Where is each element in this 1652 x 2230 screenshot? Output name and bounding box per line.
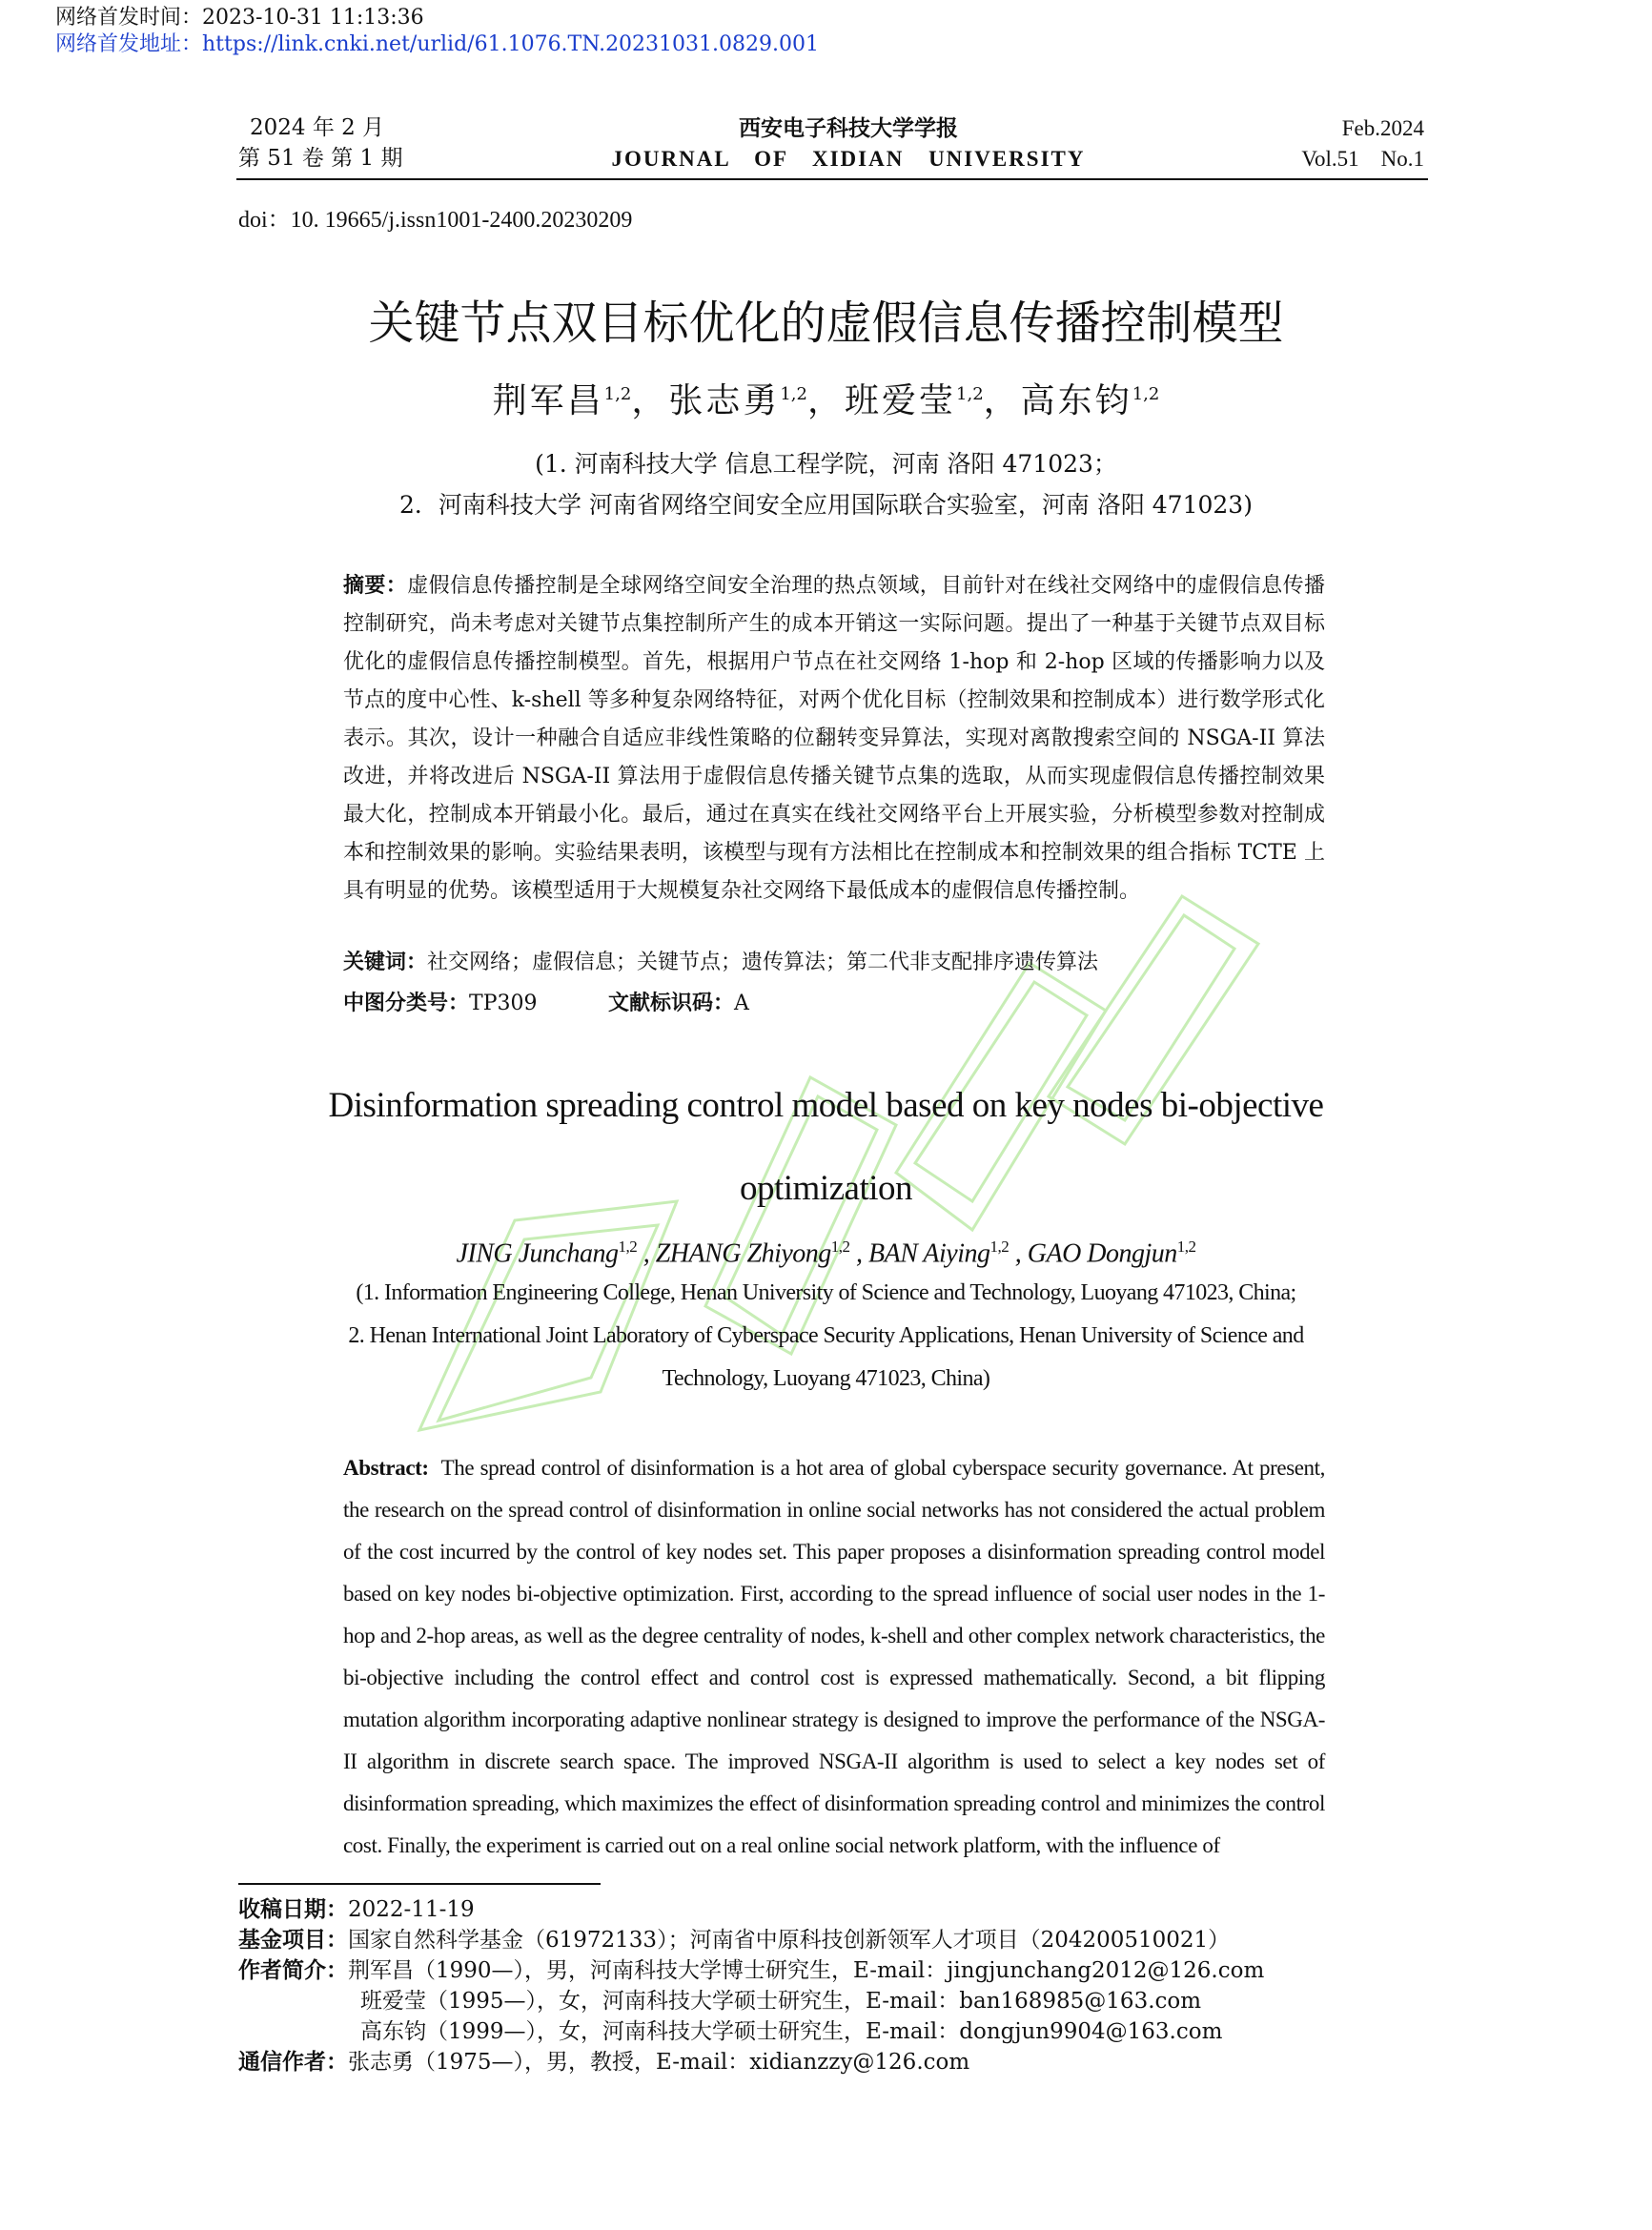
title-cn: 关键节点双目标优化的虚假信息传播控制模型: [368, 297, 1284, 350]
document-code: [608, 987, 749, 1016]
header-rule: [236, 178, 1428, 180]
author-en-sup: 1,2: [830, 1238, 850, 1256]
received-label: 收稿日期：: [238, 1897, 348, 1922]
fund-label: 基金项目：: [238, 1928, 348, 1953]
corr-label: 通信作者：: [238, 2050, 348, 2075]
abstract-en-label: Abstract:: [343, 1456, 429, 1480]
affiliation-en-line: 2. Henan International Joint Laboratory of Cyberspace Security Applications, Henan University of Science and: [348, 1323, 1304, 1348]
author-separator: ，: [631, 381, 669, 420]
author-cn-sup: 1,2: [780, 384, 807, 404]
author-en-sup: 1,2: [1176, 1238, 1196, 1256]
bio-line: 荆军昌（1990—），男，河南科技大学博士研究生，E-mail：jingjunchang2012@126.com: [348, 1958, 1265, 1983]
author-cn-sup: 1,2: [956, 384, 984, 404]
abstract-cn: [343, 567, 1325, 910]
received-date: [238, 1894, 475, 1925]
author-cn-name: 班爱莹: [845, 381, 957, 420]
document-code-value: A: [734, 992, 749, 1015]
author-cn-name: 张志勇: [668, 381, 781, 420]
author-en-sup: 1,2: [618, 1238, 638, 1256]
author-en-name: JING Junchang: [456, 1238, 619, 1269]
authors-cn: [0, 374, 1652, 422]
author-separator: ，: [806, 381, 845, 420]
abstract-en: [343, 1447, 1325, 1867]
corr-value: 张志勇（1975—），男，教授，E-mail：xidianzzy@126.com: [348, 2050, 970, 2075]
author-en-sup: 1,2: [989, 1238, 1010, 1256]
footnote-rule: [238, 1883, 601, 1885]
online-publish-time-value: 2023-10-31 11:13:36: [202, 6, 424, 30]
clc-number: [343, 987, 537, 1016]
author-cn-sup: 1,2: [1132, 384, 1160, 404]
online-publish-url-link[interactable]: https://link.cnki.net/urlid/61.1076.TN.20231031.0829.001: [202, 32, 820, 56]
document-code-label: 文献标识码：: [608, 992, 735, 1015]
corresponding-author: [238, 2047, 969, 2077]
abstract-cn-text: 虚假信息传播控制是全球网络空间安全治理的热点领域，目前针对在线社交网络中的虚假信息传播控制研究，尚未考虑对关键节点集控制所产生的成本开销这一实际问题。提出了一种基于关键节点双目标优化的虚假信息传播控制模型。首先，根据用户节点在社交网络 1-hop 和 2-hop 区域的传播影响力以及节点的度中心性、k-shell 等多种复杂网络特征，对两个优化目标（控制效果和控制成本）进行数学形式化表示。其次，设计一种融合自适应非线性策略的位翻转变异算法，实现对离散搜索空间的 NSGA-II 算法改进，并将改进后 NSGA-II 算法用于虚假信息传播关键节点集的选取，从而实现虚假信息传播控制效果最大化，控制成本开销最小化。最后，通过在真实在线社交网络平台上开展实验，分析模型参数对控制成本和控制效果的影响。实验结果表明，该模型与现有方法相比在控制成本和控制效果的组合指标 TCTE 上具有明显的优势。该模型适用于大规模复杂社交网络下最低成本的虚假信息传播控制。: [343, 574, 1325, 903]
author-cn-name: 荆军昌: [492, 381, 604, 420]
bio-line: 高东钧（1999—），女，河南科技大学硕士研究生，E-mail：dongjun9904@163.com: [360, 2019, 1223, 2044]
author-en-name: BAN Aiying: [868, 1238, 990, 1269]
keywords-cn: [343, 946, 1098, 975]
author-en-name: ZHANG Zhiyong: [655, 1238, 831, 1269]
bio-label: 作者简介：: [238, 1958, 348, 1983]
author-bio: [238, 1955, 1264, 1986]
header-volume-en: Vol.51 No.1: [1301, 147, 1424, 171]
online-publish-time-label: 网络首发时间：: [55, 6, 203, 30]
affiliation-en-line: Technology, Luoyang 471023, China): [662, 1366, 990, 1391]
title-en-line: Disinformation spreading control model based on key nodes bi-objective: [328, 1086, 1324, 1125]
author-cn-sup: 1,2: [603, 384, 632, 404]
header-journal-en: JOURNAL OF XIDIAN UNIVERSITY: [611, 147, 1086, 171]
header-volume-cn: 第 51 卷 第 1 期: [238, 146, 403, 171]
doi: doi：10. 19665/j.issn1001-2400.20230209: [238, 208, 633, 233]
abstract-en-text: The spread control of disinformation is a hot area of global cyberspace security governance. At present, the research on the spread control of disinformation in online social networks has not considered the actual problem of the cost incurred by the control of key nodes set. This paper proposes a disinformation spreading control model based on key nodes bi-objective optimization. First, according to the spread influence of social user nodes in the 1-hop and 2-hop areas, as well as the degree centrality of nodes, k-shell and other complex network characteristics, the bi-objective including the control effect and control cost is expressed mathematically. Second, a bit flipping mutation algorithm incorporating adaptive nonlinear strategy is designed to improve the performance of the NSGA-II algorithm in discrete search space. The improved NSGA-II algorithm is used to select a key nodes set of disinformation spreading, which maximizes the effect of disinformation spreading control and minimizes the control cost. Finally, the experiment is carried out on a real online social network platform, with the influence of: [343, 1456, 1325, 1857]
author-en-name: GAO Dongjun: [1027, 1238, 1177, 1269]
header-journal-cn: 西安电子科技大学学报: [739, 115, 958, 141]
author-bio-cont: [238, 2016, 1222, 2047]
affiliation-en-line: (1. Information Engineering College, Henan University of Science and Technology, Luoyang 471023, China;: [356, 1280, 1296, 1305]
author-bio-cont: [238, 1986, 1201, 2016]
author-separator: ，: [983, 381, 1021, 420]
received-value: 2022-11-19: [348, 1897, 475, 1922]
author-cn-name: 高东钧: [1020, 381, 1132, 420]
affiliation-cn-line: (1. 河南科技大学 信息工程学院，河南 洛阳 471023；: [535, 450, 1117, 478]
clc-label: 中图分类号：: [343, 992, 470, 1015]
online-publish-url-label: 网络首发地址：: [55, 32, 203, 56]
online-publish-time: [55, 4, 424, 32]
fund-value: 国家自然科学基金（61972133）；河南省中原科技创新领军人才项目（204200510021）: [348, 1928, 1231, 1953]
keywords-cn-label: 关键词：: [343, 951, 428, 974]
fund-project: [238, 1925, 1230, 1955]
affiliation-cn-line: 2．河南科技大学 河南省网络空间安全应用国际联合实验室，河南 洛阳 471023): [399, 491, 1253, 519]
online-publish-url[interactable]: [55, 31, 819, 59]
abstract-cn-label: 摘要：: [343, 574, 408, 598]
header-date-cn: 2024 年 2 月: [250, 115, 385, 140]
header-date-en: Feb.2024: [1341, 116, 1424, 140]
authors-en: JING Junchang$^{1,2}$ , ZHANG Zhiyong$^{1,2}$ , BAN Aiying$^{1,2}$ , GAO Dongjun$^{1,2}$: [456, 1238, 1196, 1269]
clc-value: TP309: [469, 992, 538, 1015]
title-en-line: optimization: [739, 1169, 913, 1208]
keywords-cn-text: 社交网络；虚假信息；关键节点；遗传算法；第二代非支配排序遗传算法: [427, 951, 1099, 974]
bio-line: 班爱莹（1995—），女，河南科技大学硕士研究生，E-mail：ban168985@163.com: [360, 1989, 1202, 2014]
